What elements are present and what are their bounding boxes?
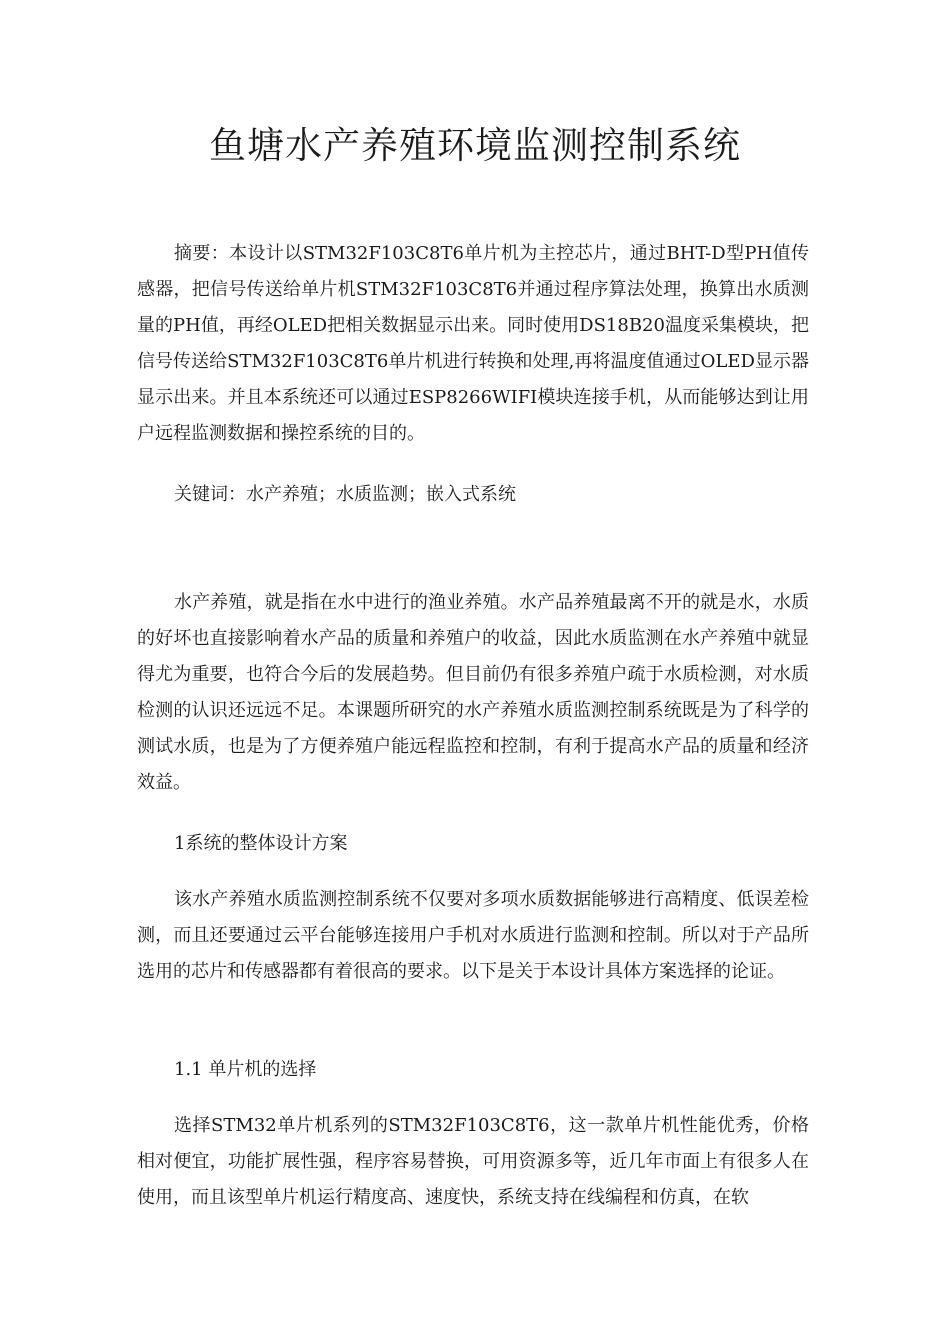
section-1-1-paragraph: 选择STM32单片机系列的STM32F103C8T6，这一款单片机性能优秀，价格相对便宜，功能扩展性强，程序容易替换，可用资源多等，近几年市面上有很多人在使用，而且该型单片机运行精度高、速度快，系统支持在线编程和仿真，在软: [137, 1115, 809, 1208]
paper-title: 鱼塘水产养殖环境监测控制系统: [209, 124, 741, 167]
abstract-paragraph: 摘要：本设计以STM32F103C8T6单片机为主控芯片，通过BHT-D型PH值传感器，把信号传送给单片机STM32F103C8T6并通过程序算法处理，换算出水质测量的PH值，再经OLED把相关数据显示出来。同时使用DS18B20温度采集模块，把信号传送给STM32F103C8T6单片机进行转换和处理,再将温度值通过OLED显示器显示出来。并且本系统还可以通过ESP8266WIFI模块连接手机，从而能够达到让用户远程监测数据和操控系统的目的。: [137, 243, 809, 444]
section-1-1-heading: 1.1 单片机的选择: [174, 1059, 317, 1080]
section-1-heading: 1系统的整体设计方案: [174, 833, 348, 854]
keywords-line: 关键词：水产养殖；水质监测；嵌入式系统: [174, 484, 516, 505]
section-1-paragraph: 该水产养殖水质监测控制系统不仅要对多项水质数据能够进行高精度、低误差检测，而且还要通过云平台能够连接用户手机对水质进行监测和控制。所以对于产品所选用的芯片和传感器都有着很高的要求。以下是关于本设计具体方案选择的论证。: [137, 889, 809, 982]
intro-paragraph: 水产养殖，就是指在水中进行的渔业养殖。水产品养殖最离不开的就是水，水质的好坏也直接影响着水产品的质量和养殖户的收益，因此水质监测在水产养殖中就显得尤为重要，也符合今后的发展趋势。但目前仍有很多养殖户疏于水质检测，对水质检测的认识还远远不足。本课题所研究的水产养殖水质监测控制系统既是为了科学的测试水质，也是为了方便养殖户能远程监控和控制，有利于提高水产品的质量和经济效益。: [137, 592, 809, 793]
